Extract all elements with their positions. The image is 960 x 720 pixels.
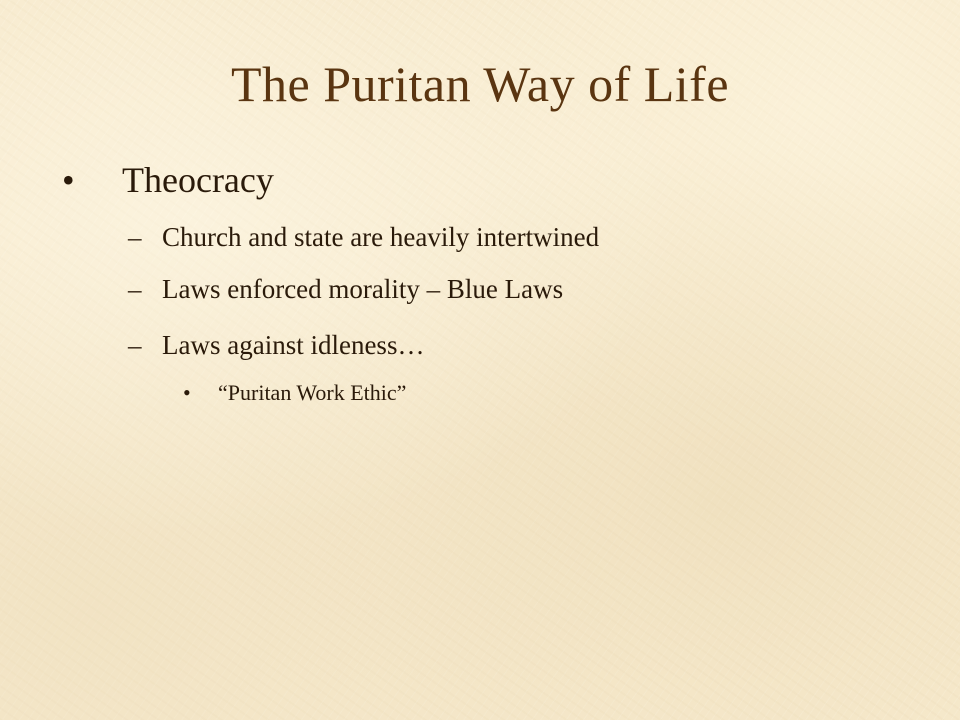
sub-item-text: Laws against idleness… [162, 330, 425, 360]
sub-item-idleness [0, 327, 960, 363]
slide-title: The Puritan Way of Life [230, 56, 730, 112]
dash-marker: – [128, 222, 142, 252]
sub-item-church-state [0, 219, 960, 255]
sub-item-text: Church and state are heavily intertwined [162, 222, 600, 252]
sub-sub-item-text: “Puritan Work Ethic” [218, 380, 407, 405]
dash-marker: – [128, 330, 142, 360]
sub-sub-item-work-ethic [0, 378, 960, 408]
sub-item-blue-laws [0, 271, 960, 307]
dash-marker: – [128, 274, 142, 304]
sub-item-text: Laws enforced morality – Blue Laws [162, 274, 564, 304]
bullet-text: Theocracy [122, 160, 274, 200]
bullet-marker: • [183, 380, 191, 405]
bullet-marker: • [62, 160, 75, 200]
bullet-item-theocracy [0, 157, 960, 203]
